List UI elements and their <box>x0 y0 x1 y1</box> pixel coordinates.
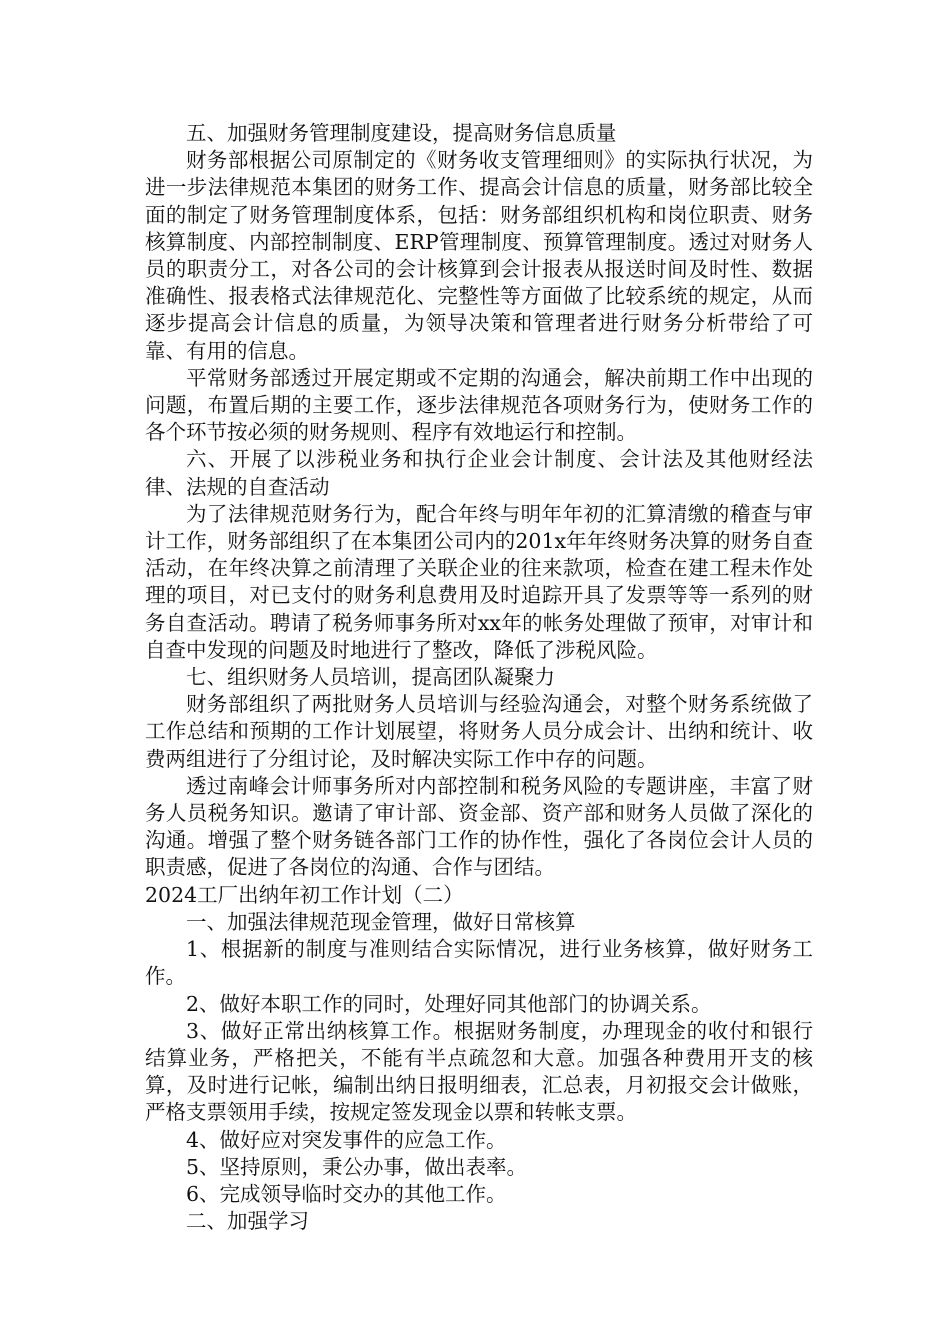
list-item: 5、坚持原则，秉公办事，做出表率。 <box>186 1154 528 1179</box>
body-paragraph: 财务部根据公司原制定的《财务收支管理细则》的实际执行状况，为进一步法律规范本集团的财务工作、提高会计信息的质量，财务部比较全面的制定了财务管理制度体系，包括：财务部组织机构和岗位职责、财务核算制度、内部控制制度、ERP管理制度、预算管理制度。透过对财务人员的职责分工，对各公司的会计核算到会计报表从报送时间及时性、数据准确性、报表格式法律规范化、完整性等方面做了比较系统的规定，从而逐步提高会计信息的质量，为领导决策和管理者进行财务分析带给了可靠、有用的信息。 <box>145 148 813 363</box>
body-paragraph: 透过南峰会计师事务所对内部控制和税务风险的专题讲座，丰富了财务人员税务知识。邀请了审计部、资金部、资产部和财务人员做了深化的沟通。增强了整个财务链各部门工作的协作性，强化了各岗位会计人员的职责感，促进了各岗位的沟通、合作与团结。 <box>145 773 813 880</box>
document-title: 2024工厂出纳年初工作计划（二） <box>145 882 464 907</box>
section-heading-2: 二、加强学习 <box>186 1209 309 1234</box>
list-item: 2、做好本职工作的同时，处理好同其他部门的协调关系。 <box>186 991 712 1016</box>
section-heading-1: 一、加强法律规范现金管理，做好日常核算 <box>186 909 576 934</box>
list-item: 4、做好应对突发事件的应急工作。 <box>186 1127 507 1152</box>
list-item: 1、根据新的制度与准则结合实际情况，进行业务核算，做好财务工作。 <box>145 937 813 989</box>
section-heading-6: 六、开展了以涉税业务和执行企业会计制度、会计法及其他财经法律、法规的自查活动 <box>145 447 813 499</box>
body-paragraph: 财务部组织了两批财务人员培训与经验沟通会，对整个财务系统做了工作总结和预期的工作计划展望，将财务人员分成会计、出纳和统计、收费两组进行了分组讨论，及时解决实际工作中存的问题。 <box>145 692 813 771</box>
document-page <box>145 120 813 1235</box>
section-heading-7: 七、组织财务人员培训，提高团队凝聚力 <box>186 665 555 690</box>
list-item: 6、完成领导临时交办的其他工作。 <box>186 1181 507 1206</box>
body-paragraph: 平常财务部透过开展定期或不定期的沟通会，解决前期工作中出现的问题，布置后期的主要工作，逐步法律规范各项财务行为，使财务工作的各个环节按必须的财务规则、程序有效地运行和控制。 <box>145 365 813 445</box>
body-paragraph: 为了法律规范财务行为，配合年终与明年年初的汇算清缴的稽查与审计工作，财务部组织了在本集团公司内的201x年年终财务决算的财务自查活动，在年终决算之前清理了关联企业的往来款项，检查在建工程未作处理的项目，对已支付的财务利息费用及时追踪开具了发票等等一系列的财务自查活动。聘请了税务师事务所对xx年的帐务处理做了预审，对审计和自查中发现的问题及时地进行了整改，降低了涉税风险。 <box>145 501 813 662</box>
list-item: 3、做好正常出纳核算工作。根据财务制度，办理现金的收付和银行结算业务，严格把关，不能有半点疏忽和大意。加强各种费用开支的核算，及时进行记帐，编制出纳日报明细表，汇总表，月初报交会计做账，严格支票领用手续，按规定签发现金以票和转帐支票。 <box>145 1018 813 1125</box>
section-heading-5: 五、加强财务管理制度建设，提高财务信息质量 <box>186 121 617 145</box>
